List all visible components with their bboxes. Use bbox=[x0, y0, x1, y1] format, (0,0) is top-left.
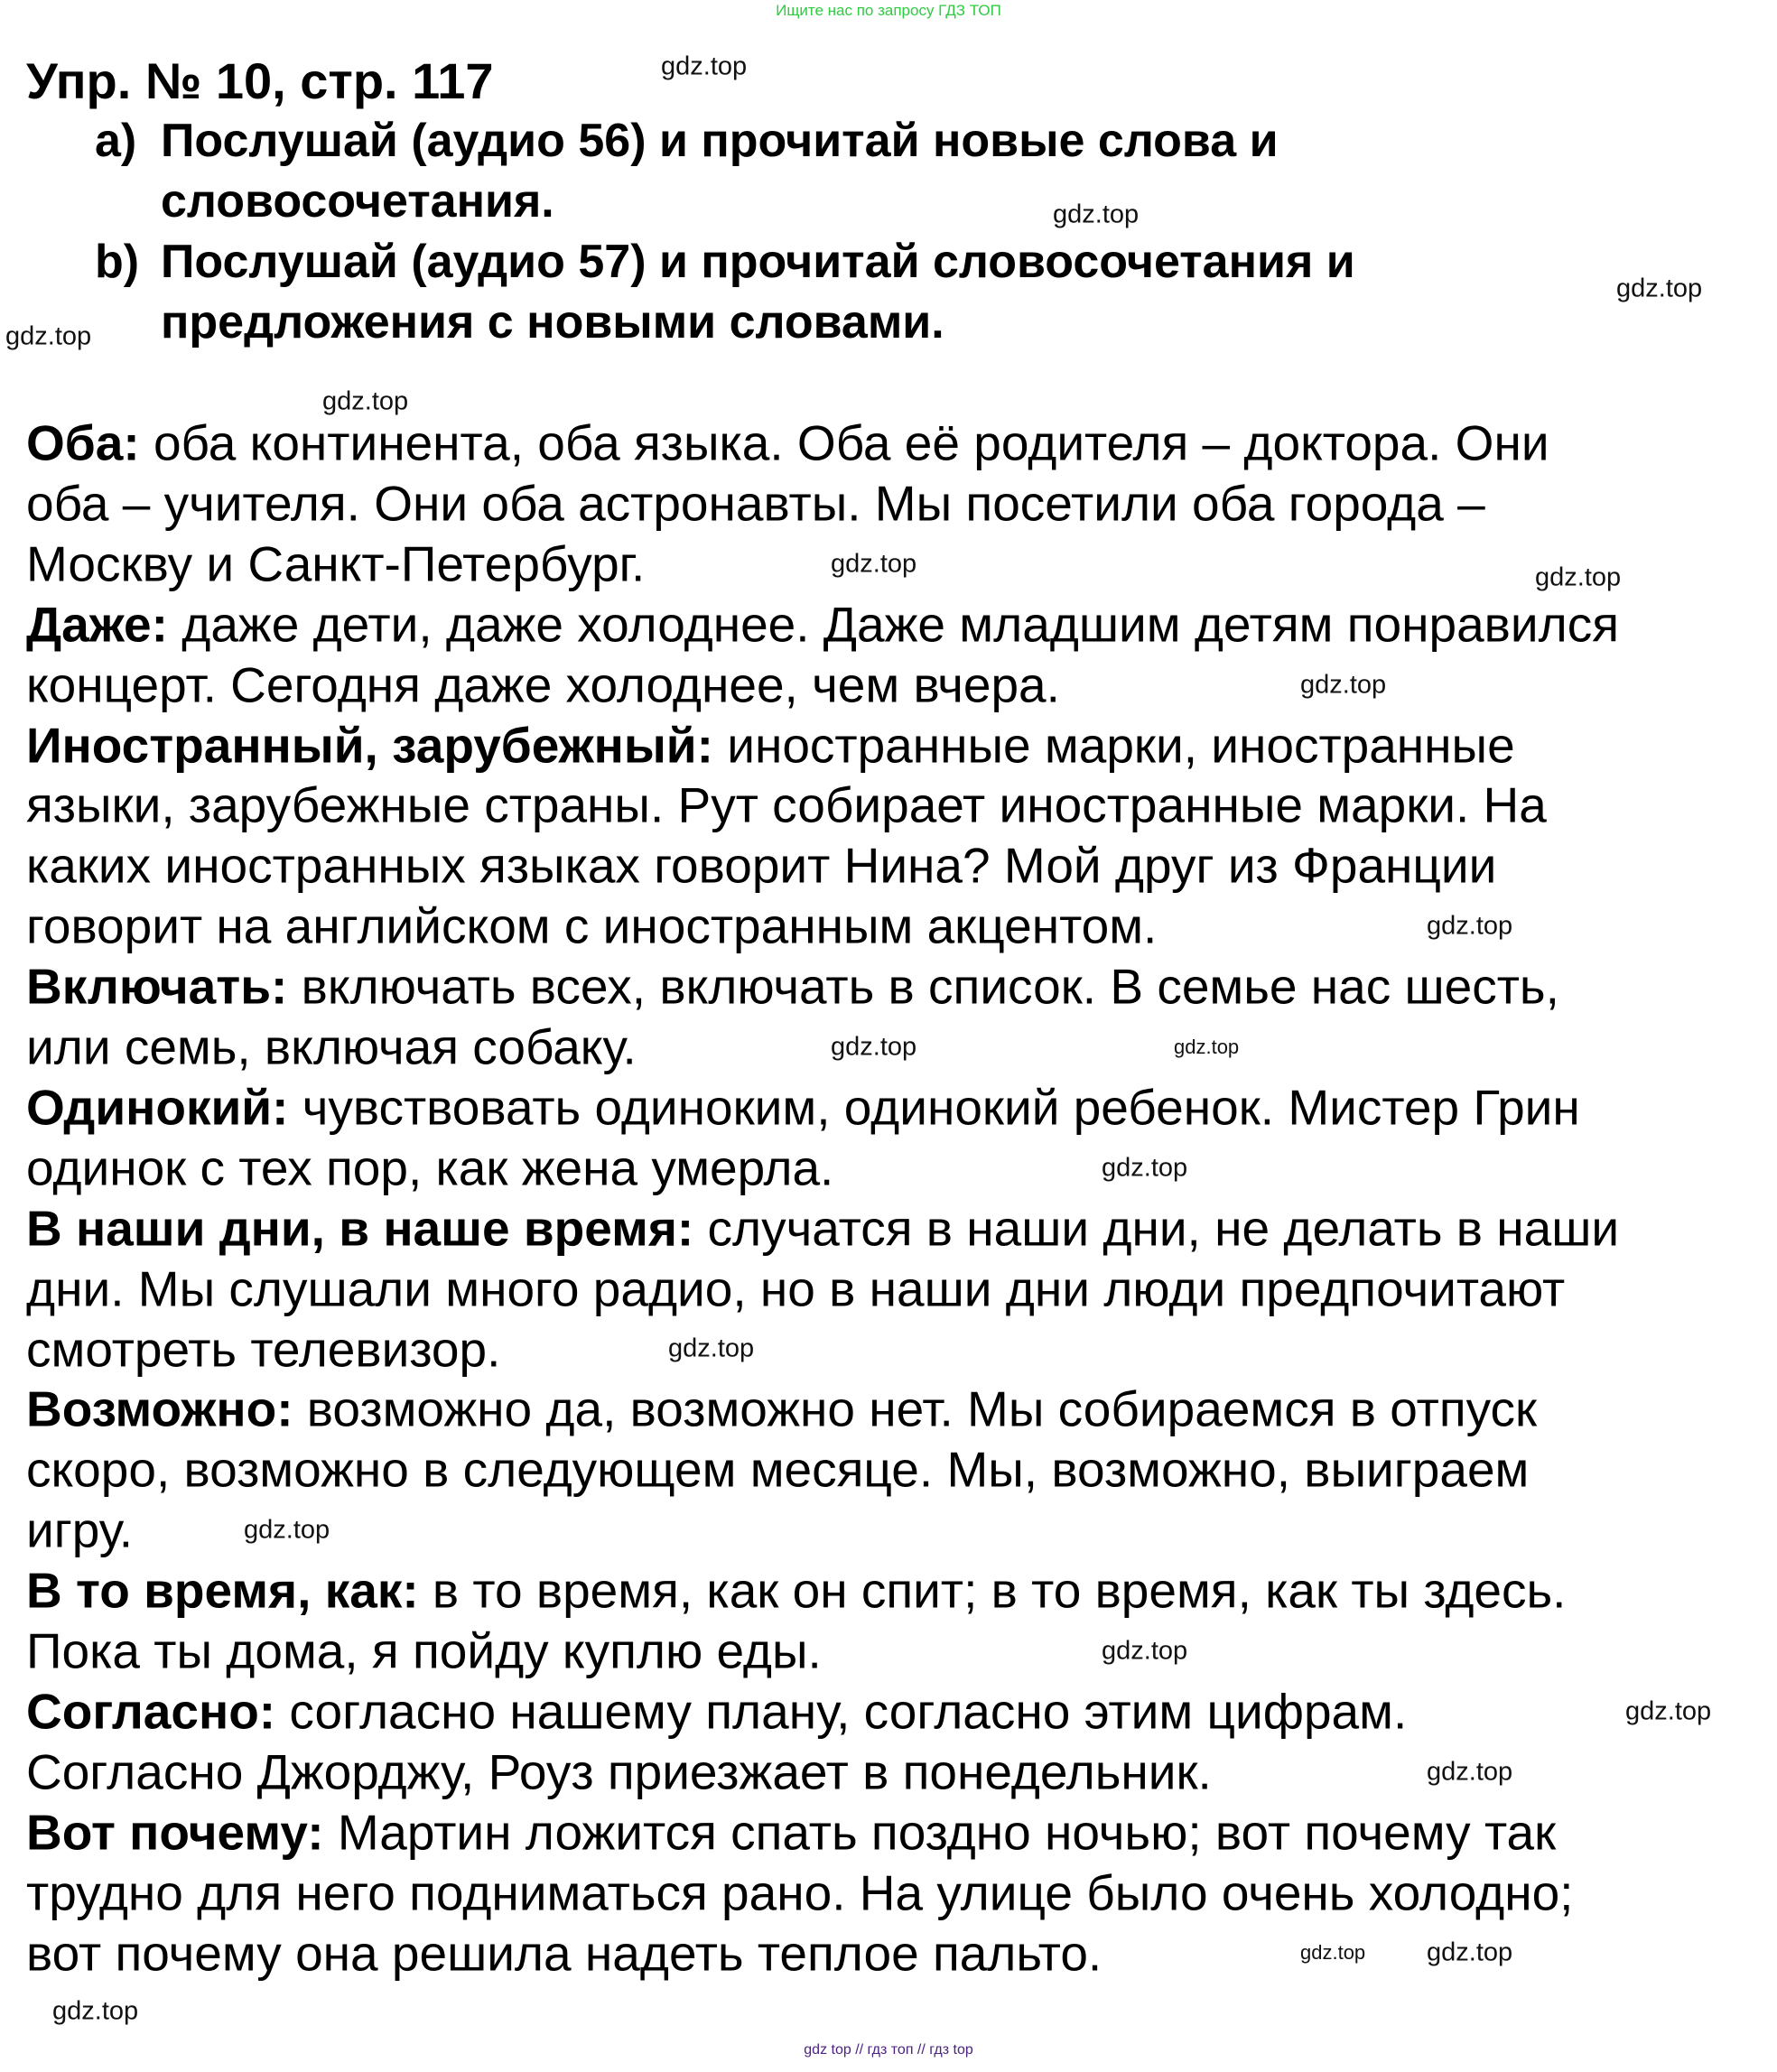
vocabulary-text: оба континента, оба языка. Оба её родителя – доктора. Они bbox=[139, 414, 1549, 471]
vocabulary-entry-line bbox=[26, 717, 1515, 773]
watermark: gdz.top bbox=[322, 386, 409, 416]
vocabulary-text-line bbox=[26, 776, 1547, 833]
vocabulary-text: вот почему она решила надеть теплое пальто. bbox=[26, 1925, 1102, 1981]
vocabulary-text-line bbox=[26, 1321, 501, 1377]
vocabulary-entry-line bbox=[26, 596, 1619, 653]
vocabulary-text: говорит на английском с иностранным акцентом. bbox=[26, 897, 1158, 954]
vocabulary-term: В то время, как: bbox=[26, 1562, 419, 1619]
vocabulary-term: Одинокий: bbox=[26, 1079, 289, 1136]
task-b-text: Послушай (аудио 57) и прочитай словосочетания и bbox=[161, 236, 1355, 288]
vocabulary-text: или семь, включая собаку. bbox=[26, 1018, 637, 1075]
vocabulary-text: каких иностранных языках говорит Нина? Мой друг из Франции bbox=[26, 837, 1497, 894]
vocabulary-term: Оба: bbox=[26, 414, 140, 471]
watermark: gdz.top bbox=[1102, 1153, 1188, 1183]
vocabulary-text: языки, зарубежные страны. Рут собирает иностранные марки. На bbox=[26, 776, 1547, 833]
task-a-text: Послушай (аудио 56) и прочитай новые слова и bbox=[161, 115, 1279, 167]
watermark: gdz.top bbox=[1625, 1696, 1712, 1726]
vocabulary-text: случатся в наши дни, не делать в наши bbox=[693, 1200, 1620, 1257]
vocabulary-text-line bbox=[26, 1501, 134, 1558]
vocabulary-text-line bbox=[26, 1139, 834, 1196]
vocabulary-text: чувствовать одиноким, одинокий ребенок. Мистер Грин bbox=[288, 1079, 1580, 1136]
watermark: gdz.top bbox=[661, 51, 748, 81]
vocabulary-term: В наши дни, в наше время: bbox=[26, 1200, 694, 1257]
vocabulary-text: смотреть телевизор. bbox=[26, 1321, 501, 1377]
vocabulary-entry-line bbox=[26, 1200, 1620, 1257]
vocabulary-text-line bbox=[26, 897, 1158, 954]
task-b-label: b) bbox=[95, 236, 140, 288]
vocabulary-text-line bbox=[26, 1441, 1530, 1498]
vocabulary-term: Возможно: bbox=[26, 1380, 293, 1437]
vocabulary-text: дни. Мы слушали много радио, но в наши дни люди предпочитают bbox=[26, 1260, 1566, 1317]
watermark: gdz.top bbox=[52, 1996, 139, 2026]
vocabulary-text-line bbox=[26, 1260, 1566, 1317]
vocabulary-term: Иностранный, зарубежный: bbox=[26, 717, 713, 773]
vocabulary-entry-line bbox=[26, 1683, 1408, 1740]
vocabulary-term: Даже: bbox=[26, 596, 168, 653]
vocabulary-text-line bbox=[26, 1622, 822, 1679]
search-banner[interactable]: Ищите нас по запросу ГДЗ ТОП bbox=[776, 2, 1001, 19]
vocabulary-text-line bbox=[26, 1018, 637, 1075]
vocabulary-entry-line bbox=[26, 1380, 1538, 1437]
watermark: gdz.top bbox=[1300, 1941, 1366, 1964]
vocabulary-term: Вот почему: bbox=[26, 1804, 324, 1861]
vocabulary-text: скоро, возможно в следующем месяце. Мы, возможно, выиграем bbox=[26, 1441, 1530, 1498]
vocabulary-text-line bbox=[26, 837, 1497, 894]
watermark: gdz.top bbox=[831, 549, 917, 579]
vocabulary-text: согласно нашему плану, согласно этим цифрам. bbox=[275, 1683, 1408, 1740]
task-a-label: a) bbox=[95, 115, 137, 167]
watermark: gdz.top bbox=[1535, 562, 1622, 592]
vocabulary-text: возможно да, возможно нет. Мы собираемся в отпуск bbox=[293, 1380, 1538, 1437]
task-a-text-cont: словосочетания. bbox=[161, 175, 554, 228]
vocabulary-text-line bbox=[26, 656, 1060, 713]
vocabulary-entry-line bbox=[26, 414, 1549, 471]
watermark: gdz.top bbox=[831, 1032, 917, 1062]
watermark: gdz.top bbox=[1427, 911, 1513, 941]
watermark: gdz.top bbox=[1427, 1757, 1513, 1787]
vocabulary-text: иностранные марки, иностранные bbox=[712, 717, 1515, 773]
vocabulary-text: в то время, как он спит; в то время, как ты здесь. bbox=[418, 1562, 1567, 1619]
watermark: gdz.top bbox=[1427, 1937, 1513, 1967]
vocabulary-text-line bbox=[26, 475, 1485, 532]
vocabulary-text: одинок с тех пор, как жена умерла. bbox=[26, 1139, 834, 1196]
watermark: gdz.top bbox=[1616, 274, 1703, 303]
vocabulary-entry-line bbox=[26, 1562, 1567, 1619]
vocabulary-text: даже дети, даже холоднее. Даже младшим детям понравился bbox=[167, 596, 1619, 653]
watermark: gdz.top bbox=[668, 1333, 755, 1363]
vocabulary-text-line bbox=[26, 1743, 1212, 1800]
vocabulary-text: концерт. Сегодня даже холоднее, чем вчера. bbox=[26, 656, 1060, 713]
task-b-text-cont: предложения с новыми словами. bbox=[161, 296, 944, 348]
vocabulary-text: Мартин ложится спать поздно ночью; вот почему так bbox=[323, 1804, 1557, 1861]
vocabulary-text: включать всех, включать в список. В семье нас шесть, bbox=[287, 958, 1559, 1015]
vocabulary-text-line bbox=[26, 1925, 1102, 1981]
vocabulary-text: Пока ты дома, я пойду куплю еды. bbox=[26, 1622, 822, 1679]
vocabulary-entry-line bbox=[26, 1804, 1557, 1861]
watermark: gdz.top bbox=[1300, 670, 1387, 700]
watermark: gdz.top bbox=[1174, 1036, 1240, 1058]
vocabulary-text: игру. bbox=[26, 1501, 134, 1558]
watermark: gdz.top bbox=[1102, 1636, 1188, 1666]
footer-links[interactable]: gdz top // гдз топ // гдз top bbox=[804, 2042, 973, 2058]
vocabulary-term: Согласно: bbox=[26, 1683, 276, 1740]
vocabulary-text: оба – учителя. Они оба астронавты. Мы посетили оба города – bbox=[26, 475, 1485, 532]
watermark: gdz.top bbox=[1053, 200, 1140, 229]
vocabulary-text: Согласно Джорджу, Роуз приезжает в понедельник. bbox=[26, 1743, 1212, 1800]
vocabulary-text-line bbox=[26, 1864, 1574, 1921]
vocabulary-entry-line bbox=[26, 958, 1559, 1015]
vocabulary-entry-line bbox=[26, 1079, 1580, 1136]
vocabulary-text: Москву и Санкт-Петербург. bbox=[26, 535, 646, 592]
vocabulary-term: Включать: bbox=[26, 958, 288, 1015]
vocabulary-text: трудно для него подниматься рано. На улице было очень холодно; bbox=[26, 1864, 1574, 1921]
watermark: gdz.top bbox=[244, 1515, 330, 1545]
vocabulary-text-line bbox=[26, 535, 646, 592]
exercise-title: Упр. № 10, стр. 117 bbox=[26, 52, 494, 109]
watermark: gdz.top bbox=[5, 321, 92, 351]
